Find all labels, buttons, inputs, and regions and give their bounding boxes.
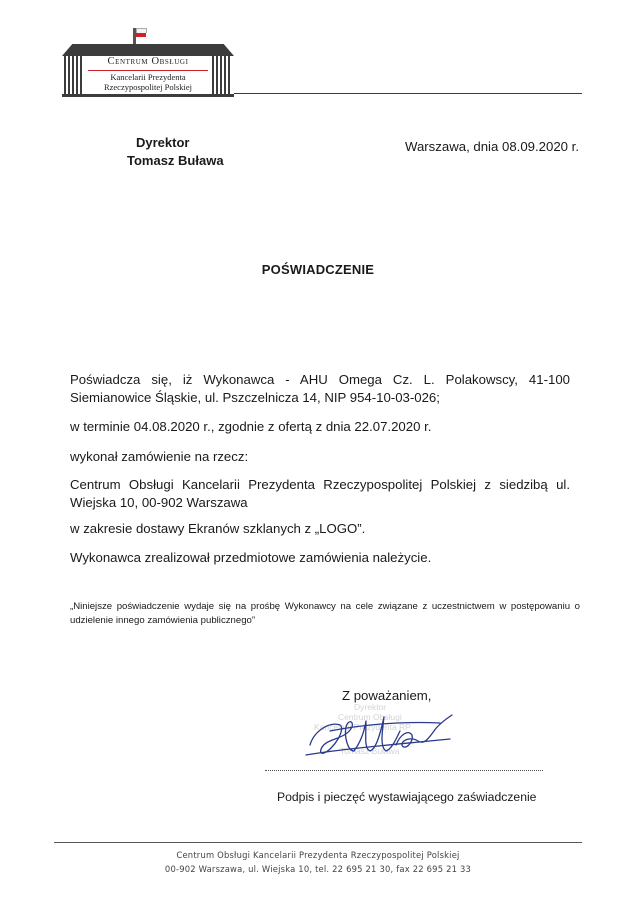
logo-subtitle: [84, 72, 212, 92]
stamp-line: Kancelarii Prezydenta RP: [314, 722, 411, 732]
paragraph-conclusion: Wykonawca zrealizował przedmiotowe zamówienia należycie.: [70, 550, 432, 565]
logo-divider: [88, 70, 208, 71]
logo-roof: [62, 44, 234, 56]
logo-flag-red: [136, 33, 146, 37]
footer-rule: [54, 842, 582, 843]
logo-title: Centrum Obsługi: [107, 56, 189, 67]
paragraph-date: w terminie 04.08.2020 r., zgodnie z ofertą z dnia 22.07.2020 r.: [70, 419, 432, 434]
logo-subtitle-line-1: Kancelarii Prezydenta: [110, 72, 186, 82]
place-date: Warszawa, dnia 08.09.2020 r.: [405, 139, 579, 154]
logo-subtitle-line-2: Rzeczypospolitej Polskiej: [103, 82, 193, 92]
closing-regards: Z poważaniem,: [342, 688, 432, 703]
logo-columns-right: [212, 56, 232, 94]
signature-dotted-line: [265, 770, 543, 771]
paragraph-contractor: Poświadcza się, iż Wykonawca - AHU Omega Cz. L. Polakowscy, 41-100 Siemianowice Śląskie, ul. Pszczelnicza 14, NIP 954-10-03-026;: [70, 372, 570, 405]
stamp-line: Centrum Obsługi: [338, 712, 402, 722]
header-rule: [234, 93, 582, 94]
stamp-line: Dyrektor: [354, 702, 387, 712]
document-title: POŚWIADCZENIE: [261, 262, 375, 277]
stamp-line: Tomasz Buława: [340, 746, 400, 756]
paragraph-order: wykonał zamówienie na rzecz:: [70, 449, 249, 464]
footer-contact: 00-902 Warszawa, ul. Wiejska 10, tel. 22 695 21 30, fax 22 695 21 33: [164, 864, 472, 874]
director-name: Tomasz Buława: [127, 153, 224, 168]
director-title: Dyrektor: [136, 135, 190, 150]
footer-organization: Centrum Obsługi Kancelarii Prezydenta Rzeczypospolitej Polskiej: [176, 850, 460, 860]
paragraph-client: Centrum Obsługi Kancelarii Prezydenta Rzeczypospolitej Polskiej z siedzibą ul. Wiejska 10, 00-902 Warszawa: [70, 477, 570, 510]
signature-caption: Podpis i pieczęć wystawiającego zaświadczenie: [277, 790, 537, 804]
logo-columns-left: [64, 56, 84, 94]
purpose-clause: „Niniejsze poświadczenie wydaje się na prośbę Wykonawcy na cele związane z uczestnictwem w postępowaniu o udzielenie innego zamówienia publicznego”: [70, 601, 580, 626]
logo-base: [62, 94, 234, 97]
paragraph-scope: w zakresie dostawy Ekranów szklanych z „LOGO”.: [70, 521, 366, 536]
handwritten-signature: [300, 705, 460, 765]
